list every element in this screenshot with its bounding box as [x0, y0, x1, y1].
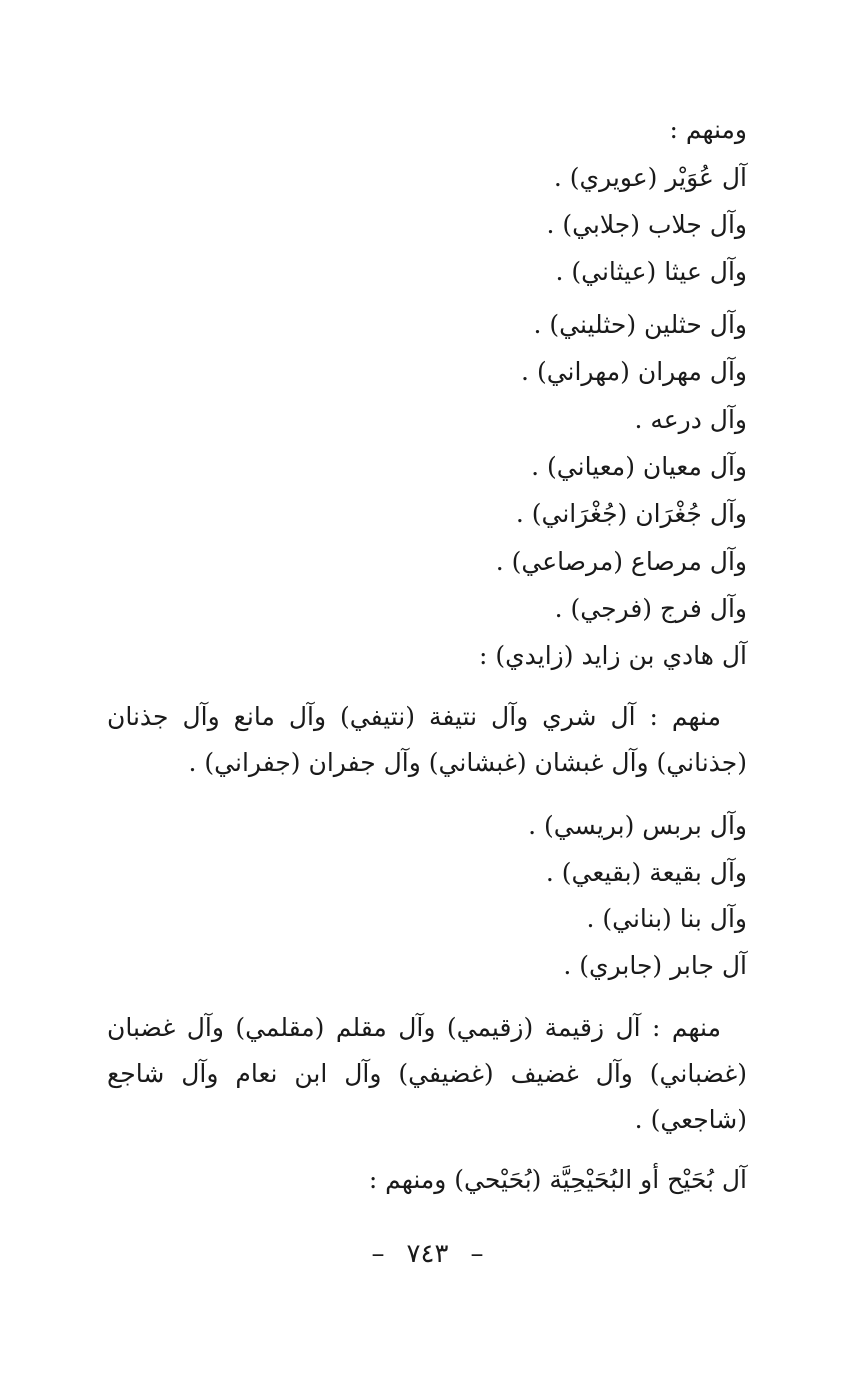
page-number-dash: – [371, 1239, 385, 1269]
page-number-value: ٧٤٣ [406, 1239, 449, 1269]
text-line: وآل بنا (بناني) . [586, 904, 747, 933]
text-line: وآل بربس (بريسي) . [528, 811, 747, 840]
text-line: آل عُوَيْر (عويري) . [553, 163, 747, 192]
text-line: آل بُحَيْح أو البُحَيْحِيَّة (بُحَيْحي) ومنهم : [368, 1165, 747, 1194]
text-line: آل جابر (جابري) . [563, 951, 747, 980]
paragraph: منهم : آل شري وآل نتيفة (نتيفي) وآل مانع وآل جذنان (جذناني) وآل غبشان (غبشاني) وآل جفران (جفراني) . [107, 702, 747, 777]
paragraph: منهم : آل زقيمة (زقيمي) وآل مقلم (مقلمي) وآل غضبان (غضباني) وآل غضيف (غضيفي) وآل ابن نعام وآل شاجع (شاجعي) . [107, 1013, 747, 1134]
text-line: وآل درعه . [634, 405, 747, 434]
text-line: وآل معيان (معياني) . [531, 452, 747, 481]
text-line: وآل عيثا (عيثاني) . [555, 257, 747, 286]
text-line: وآل مهران (مهراني) . [521, 357, 747, 386]
text-line: وآل فرج (فرجي) . [554, 594, 747, 623]
text-line: ومنهم : [669, 115, 747, 144]
text-line: وآل جُغْرَان (جُغْرَاني) . [515, 499, 747, 528]
text-line: وآل مرصاع (مرصاعي) . [495, 547, 747, 576]
text-line: وآل حثلين (حثليني) . [533, 310, 747, 339]
text-line: آل هادي بن زايد (زايدي) : [478, 641, 747, 670]
page-number [0, 1238, 855, 1270]
text-line: وآل بقيعة (بقيعي) . [545, 858, 747, 887]
page-number-dash: – [470, 1239, 484, 1269]
text-line: وآل جلاب (جلابي) . [546, 210, 747, 239]
